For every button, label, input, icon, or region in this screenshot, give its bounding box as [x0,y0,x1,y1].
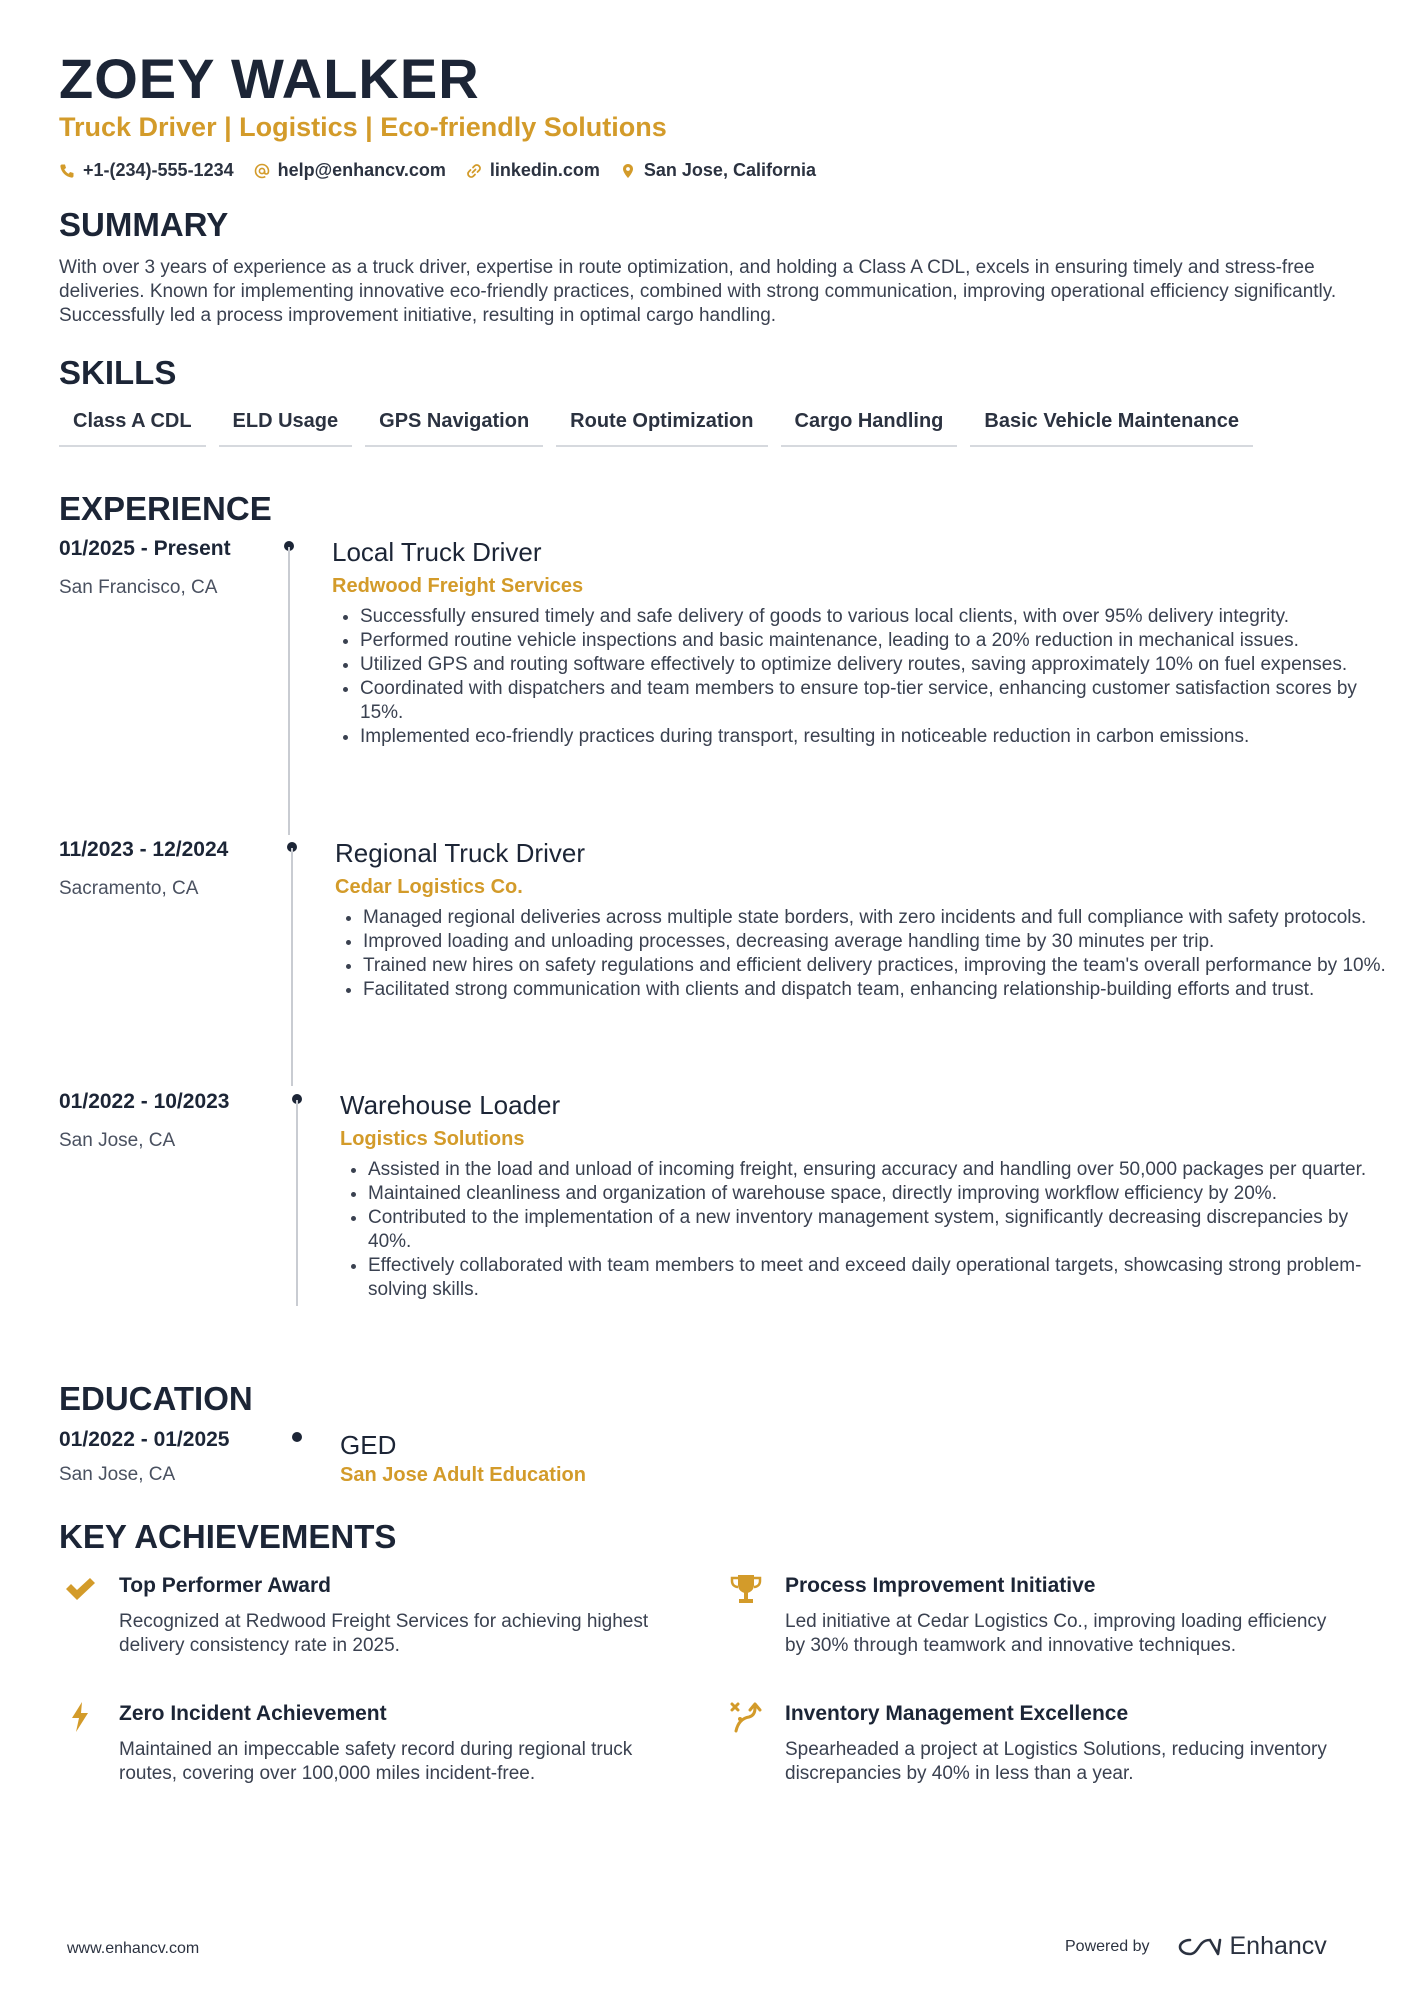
experience-company: Cedar Logistics Co. [335,876,523,898]
experience-date: 01/2025 - Present [59,537,231,560]
skill-tag: Cargo Handling [781,406,958,447]
experience-bullet: • Trained new hires on safety regulations and efficient delivery practices, improving the team's overall performance by 10%. [363,954,1391,978]
experience-bullets [332,605,1390,749]
experience-bullets [340,1158,1388,1302]
experience-bullet: • Managed regional deliveries across multiple state borders, with zero incidents and full compliance with safety protocols. [363,906,1391,930]
summary-text: With over 3 years of experience as a truck driver, expertise in route optimization, and holding a Class A CDL, excels in ensuring timely and stress-free deliveries. Known for implementing innovative eco-friendly practices, combined with strong communication, improving operational efficiency significantly. Successfully led a process improvement initiative, resulting in optimal cargo handling. [59,257,1337,326]
experience-bullet: • Implemented eco-friendly practices during transport, resulting in noticeable reduction in carbon emissions. [360,725,1390,749]
lightning-icon [63,1700,97,1734]
skill-tag: GPS Navigation [365,406,543,447]
contact-email-text: help@enhancv.com [277,160,446,180]
candidate-tagline: Truck Driver | Logistics | Eco-friendly Solutions [59,112,667,142]
experience-bullet: • Contributed to the implementation of a new inventory management system, significantly decreasing discrepancies by 40%. [368,1206,1388,1254]
education-location: San Jose, CA [59,1464,176,1485]
contact-linkedin[interactable] [466,160,600,181]
achievement-description: Led initiative at Cedar Logistics Co., improving loading efficiency by 30% through teamwork and innovative techniques. [785,1611,1327,1656]
experience-bullet: • Assisted in the load and unload of incoming freight, ensuring accuracy and handling over 50,000 packages per quarter. [368,1158,1388,1182]
contact-location-text: San Jose, California [643,160,816,180]
timeline-line [296,1100,298,1306]
experience-location: Sacramento, CA [59,878,199,899]
experience-role: Local Truck Driver [332,537,542,567]
enhancv-logo[interactable] [1176,1932,1327,1961]
achievements-heading: KEY ACHIEVEMENTS [59,1518,397,1555]
experience-bullet: • Utilized GPS and routing software effectively to optimize delivery routes, saving approximately 10% on fuel expenses. [360,653,1390,677]
skill-tag: Basic Vehicle Maintenance [970,406,1253,447]
achievement-description: Spearheaded a project at Logistics Solutions, reducing inventory discrepancies by 40% in less than a year. [785,1739,1327,1784]
route-icon [729,1700,763,1734]
skill-tag: ELD Usage [219,406,353,447]
contact-phone[interactable] [59,160,234,181]
experience-bullet: • Performed routine vehicle inspections and basic maintenance, leading to a 20% reduction in mechanical issues. [360,629,1390,653]
enhancv-logo-icon [1176,1935,1222,1959]
at-icon [254,163,270,179]
experience-heading: EXPERIENCE [59,490,272,527]
skills-list [59,406,1253,447]
contact-bar [59,160,816,181]
experience-role: Regional Truck Driver [335,838,585,868]
experience-bullet: • Coordinated with dispatchers and team members to ensure top-tier service, enhancing customer satisfaction scores by 15%. [360,677,1390,725]
contact-email[interactable] [254,160,446,181]
achievement-title: Zero Incident Achievement [119,1702,387,1725]
skill-tag: Class A CDL [59,406,206,447]
link-icon [466,163,482,179]
achievement-description: Maintained an impeccable safety record during regional truck routes, covering over 100,000 miles incident-free. [119,1739,633,1784]
education-item [59,1428,1359,1488]
enhancv-logo-text: Enhancv [1229,1932,1327,1960]
education-heading: EDUCATION [59,1380,253,1417]
summary-heading: SUMMARY [59,206,229,243]
footer-website-link[interactable]: www.enhancv.com [67,1940,200,1957]
location-pin-icon [620,163,636,179]
phone-icon [59,163,75,179]
experience-item [59,537,1359,827]
skill-tag: Route Optimization [556,406,767,447]
trophy-icon [729,1572,763,1606]
achievement-title: Top Performer Award [119,1574,331,1597]
skills-heading: SKILLS [59,354,177,391]
experience-bullet: • Successfully ensured timely and safe delivery of goods to various local clients, with over 95% delivery integrity. [360,605,1390,629]
experience-bullet: • Improved loading and unloading processes, decreasing average handling time by 30 minutes per trip. [363,930,1391,954]
experience-date: 01/2022 - 10/2023 [59,1090,230,1113]
experience-bullet: • Facilitated strong communication with clients and dispatch team, enhancing relationship-building efforts and trust. [363,978,1391,1002]
experience-company: Redwood Freight Services [332,575,584,597]
powered-by-label: Powered by [1065,1937,1150,1955]
contact-phone-text: +1-(234)-555-1234 [83,160,234,180]
contact-linkedin-text: linkedin.com [489,160,600,180]
experience-bullet: • Effectively collaborated with team members to meet and exceed daily operational targets, showcasing strong problem-solving skills. [368,1254,1388,1302]
achievement-description: Recognized at Redwood Freight Services for achieving highest delivery consistency rate in 2025. [119,1611,649,1656]
candidate-name: ZOEY WALKER [59,47,480,110]
checkmark-icon [63,1572,97,1606]
timeline-line [291,848,293,1086]
education-school: San Jose Adult Education [340,1464,586,1486]
education-date: 01/2022 - 01/2025 [59,1428,230,1451]
contact-location [620,160,816,181]
experience-role: Warehouse Loader [340,1090,561,1120]
experience-bullet: • Maintained cleanliness and organization of warehouse space, directly improving workflow efficiency by 20%. [368,1182,1388,1206]
achievement-title: Process Improvement Initiative [785,1574,1096,1597]
achievement-title: Inventory Management Excellence [785,1702,1129,1725]
timeline-line [288,547,290,835]
experience-item [59,1090,1367,1330]
experience-item [59,838,1386,1078]
experience-date: 11/2023 - 12/2024 [59,838,229,861]
timeline-dot [292,1432,302,1442]
experience-location: San Francisco, CA [59,577,218,598]
experience-bullets [335,906,1391,1002]
education-degree: GED [340,1430,397,1460]
experience-company: Logistics Solutions [340,1128,525,1150]
footer-powered-by [1065,1932,1327,1961]
experience-location: San Jose, CA [59,1130,176,1151]
